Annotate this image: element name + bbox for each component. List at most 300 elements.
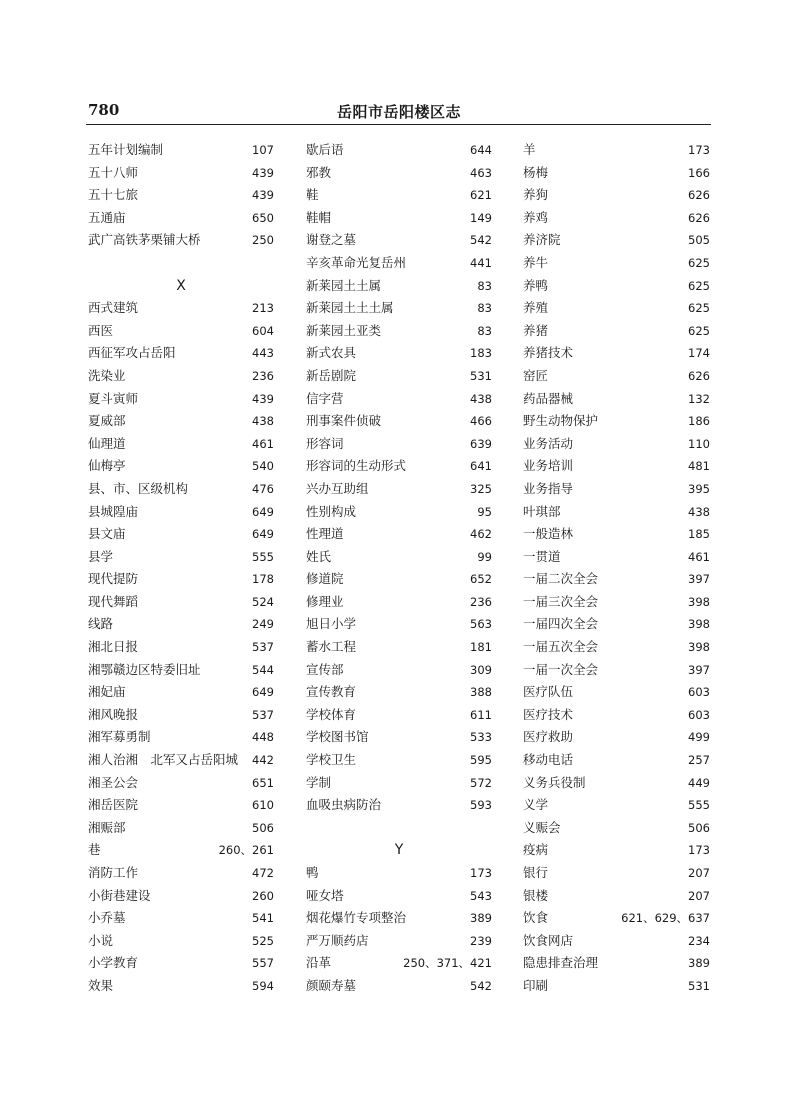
entry-page-number: 594	[252, 978, 274, 993]
entry-term: 刑事案件侦破	[306, 413, 382, 429]
entry-term: 业务培训	[523, 458, 574, 474]
index-entry	[523, 391, 710, 414]
index-entry	[523, 707, 710, 730]
entry-page-number: 325	[470, 481, 492, 496]
entry-page-number: 309	[470, 662, 492, 677]
index-entry	[306, 210, 492, 233]
index-entry	[306, 232, 492, 255]
entry-page-number: 595	[470, 753, 492, 768]
entry-term: 湘圣公会	[88, 774, 139, 790]
entry-page-number: 397	[688, 572, 710, 587]
index-entry	[523, 571, 710, 594]
page-header	[88, 101, 710, 123]
index-entry	[523, 729, 710, 752]
letter-heading: X	[176, 277, 186, 294]
entry-page-number: 439	[252, 391, 274, 406]
index-entry	[88, 955, 274, 978]
index-entry	[306, 933, 492, 956]
entry-term: 兴办互助组	[306, 480, 369, 496]
entry-term: 武广高铁茅栗铺大桥	[88, 232, 201, 248]
entry-term: 旭日小学	[306, 616, 357, 632]
index-entry	[306, 616, 492, 639]
index-entry	[306, 504, 492, 527]
index-entry	[88, 639, 274, 662]
entry-term: 仙理道	[88, 435, 126, 451]
index-entry	[306, 368, 492, 391]
entry-term: 养济院	[523, 232, 561, 248]
index-entry	[306, 571, 492, 594]
entry-page-number: 249	[252, 617, 274, 632]
index-entry	[88, 300, 274, 323]
index-entry	[88, 797, 274, 820]
blank-row	[88, 255, 274, 278]
index-entry	[306, 413, 492, 436]
entry-term: 新莱园土土属	[306, 277, 382, 293]
entry-term: 沿革	[306, 955, 332, 971]
entry-term: 一贯道	[523, 548, 561, 564]
entry-term: 夏威部	[88, 413, 126, 429]
index-column-2	[306, 142, 492, 1001]
entry-page-number: 542	[470, 233, 492, 248]
entry-term: 疫病	[523, 842, 549, 858]
entry-page-number: 149	[470, 210, 492, 225]
entry-page-number: 110	[688, 436, 710, 451]
index-entry	[306, 865, 492, 888]
index-entry	[306, 684, 492, 707]
index-entry	[88, 549, 274, 572]
entry-term: 修道院	[306, 571, 344, 587]
entry-term: 养牛	[523, 254, 549, 270]
index-entry	[306, 142, 492, 165]
entry-term: 一届五次全会	[523, 639, 599, 655]
entry-page-number: 250	[252, 233, 274, 248]
entry-page-number: 463	[470, 165, 492, 180]
entry-term: 业务指导	[523, 480, 574, 496]
entry-page-number: 461	[688, 549, 710, 564]
entry-page-number: 183	[470, 346, 492, 361]
index-entry	[306, 752, 492, 775]
entry-page-number: 531	[688, 978, 710, 993]
index-entry	[523, 187, 710, 210]
index-entry	[523, 526, 710, 549]
header-rule	[86, 124, 711, 125]
entry-term: 辛亥革命光复岳州	[306, 254, 407, 270]
index-entry	[88, 323, 274, 346]
entry-page-number: 625	[688, 255, 710, 270]
entry-term: 严万顺药店	[306, 932, 369, 948]
index-entry	[88, 142, 274, 165]
entry-page-number: 603	[688, 707, 710, 722]
entry-page-number: 395	[688, 481, 710, 496]
entry-page-number: 499	[688, 730, 710, 745]
index-entry	[523, 210, 710, 233]
index-entry	[306, 278, 492, 301]
entry-term: 信字营	[306, 390, 344, 406]
index-entry	[88, 571, 274, 594]
index-entry	[523, 549, 710, 572]
entry-term: 学校卫生	[306, 752, 357, 768]
entry-term: 小街巷建设	[88, 887, 151, 903]
entry-term: 县城隍庙	[88, 503, 139, 519]
letter-heading: Y	[394, 842, 404, 859]
entry-term: 血吸虫病防治	[306, 797, 382, 813]
entry-page-number: 388	[470, 685, 492, 700]
entry-page-number: 439	[252, 165, 274, 180]
entry-term: 湘军募勇制	[88, 729, 151, 745]
index-entry	[523, 978, 710, 1001]
entry-term: 消防工作	[88, 865, 139, 880]
entry-term: 性理道	[306, 526, 344, 542]
entry-term: 性别构成	[306, 503, 357, 519]
entry-page-number: 506	[252, 820, 274, 835]
entry-page-number: 166	[688, 165, 710, 180]
index-entry	[88, 616, 274, 639]
entry-term: 移动电话	[523, 752, 574, 768]
blank-row	[306, 820, 492, 843]
entry-term: 湘人治湘 北军又占岳阳城	[88, 752, 239, 768]
entry-term: 颜颐寿墓	[306, 977, 357, 993]
entry-page-number: 572	[470, 775, 492, 790]
entry-page-number: 441	[470, 255, 492, 270]
entry-page-number: 186	[688, 414, 710, 429]
index-entry	[88, 933, 274, 956]
entry-term: 药品器械	[523, 390, 574, 406]
entry-page-number: 651	[252, 775, 274, 790]
entry-page-number: 625	[688, 323, 710, 338]
index-entry	[523, 458, 710, 481]
index-entry	[523, 662, 710, 685]
index-entry	[88, 910, 274, 933]
index-entry	[88, 684, 274, 707]
entry-term: 印刷	[523, 977, 549, 993]
entry-term: 仙梅亭	[88, 458, 126, 474]
index-entry	[523, 865, 710, 888]
entry-page-number: 621、629、637	[621, 911, 710, 926]
index-entry	[306, 549, 492, 572]
entry-page-number: 557	[252, 956, 274, 971]
index-entry	[88, 594, 274, 617]
entry-term: 夏斗寅师	[88, 390, 139, 406]
entry-term: 哑女塔	[306, 887, 344, 903]
index-entry	[88, 481, 274, 504]
index-entry	[523, 797, 710, 820]
index-entry	[306, 391, 492, 414]
entry-term: 湘岳医院	[88, 797, 139, 813]
entry-page-number: 173	[688, 143, 710, 157]
entry-term: 一届三次全会	[523, 593, 599, 609]
index-entry	[523, 345, 710, 368]
index-entry	[306, 888, 492, 911]
entry-page-number: 542	[470, 978, 492, 993]
entry-page-number: 442	[252, 753, 274, 768]
index-entry	[88, 232, 274, 255]
entry-term: 姓氏	[306, 548, 332, 564]
entry-page-number: 541	[252, 911, 274, 926]
entry-term: 学校图书馆	[306, 729, 369, 745]
entry-term: 隐患排查治理	[523, 955, 599, 971]
entry-page-number: 533	[470, 730, 492, 745]
entry-term: 县、市、区级机构	[88, 480, 189, 496]
entry-term: 湘风晚报	[88, 706, 139, 722]
entry-term: 洗染业	[88, 367, 126, 383]
entry-term: 义学	[523, 797, 549, 813]
index-entry	[523, 413, 710, 436]
entry-page-number: 626	[688, 368, 710, 383]
entry-term: 学校体育	[306, 706, 357, 722]
entry-page-number: 472	[252, 866, 274, 880]
index-entry	[523, 255, 710, 278]
index-entry	[88, 436, 274, 459]
entry-page-number: 236	[252, 368, 274, 383]
entry-page-number: 439	[252, 188, 274, 203]
index-entry	[306, 707, 492, 730]
index-entry	[88, 978, 274, 1001]
entry-page-number: 603	[688, 685, 710, 700]
index-entry	[523, 232, 710, 255]
index-entry	[306, 187, 492, 210]
index-entry	[306, 639, 492, 662]
index-entry	[88, 187, 274, 210]
entry-page-number: 649	[252, 527, 274, 542]
entry-term: 小说	[88, 932, 114, 948]
index-entry	[88, 368, 274, 391]
running-title: 岳阳市岳阳楼区志	[336, 103, 461, 121]
index-entry	[523, 820, 710, 843]
index-entry	[88, 210, 274, 233]
index-entry	[88, 888, 274, 911]
entry-term: 形容词	[306, 435, 344, 451]
index-entry	[523, 955, 710, 978]
index-entry	[523, 775, 710, 798]
entry-term: 杨梅	[523, 164, 549, 180]
entry-page-number: 173	[688, 843, 710, 858]
entry-term: 五十七旅	[88, 187, 139, 203]
entry-page-number: 544	[252, 662, 274, 677]
index-entry	[88, 729, 274, 752]
entry-term: 养鸡	[523, 209, 549, 225]
index-entry	[523, 639, 710, 662]
entry-page-number: 132	[688, 391, 710, 406]
entry-page-number: 604	[252, 323, 274, 338]
entry-page-number: 438	[252, 414, 274, 429]
index-entry	[523, 888, 710, 911]
index-entry	[88, 458, 274, 481]
entry-page-number: 448	[252, 730, 274, 745]
entry-term: 形容词的生动形式	[306, 458, 407, 474]
entry-page-number: 250、371、421	[403, 956, 492, 971]
entry-page-number: 173	[470, 866, 492, 880]
entry-page-number: 213	[252, 301, 274, 316]
entry-page-number: 652	[470, 572, 492, 587]
entry-page-number: 543	[470, 888, 492, 903]
index-entry	[306, 345, 492, 368]
index-entry	[306, 481, 492, 504]
index-entry	[88, 752, 274, 775]
entry-page-number: 626	[688, 210, 710, 225]
index-entry	[523, 842, 710, 865]
entry-term: 义务兵役制	[523, 774, 586, 790]
entry-term: 银行	[523, 865, 549, 880]
entry-term: 湘北日报	[88, 639, 139, 655]
entry-term: 医疗救助	[523, 729, 574, 745]
entry-page-number: 537	[252, 640, 274, 655]
entry-page-number: 398	[688, 640, 710, 655]
entry-page-number: 555	[688, 798, 710, 813]
entry-term: 鸭	[306, 865, 319, 880]
entry-term: 一届四次全会	[523, 616, 599, 632]
index-entry	[306, 526, 492, 549]
entry-page-number: 505	[688, 233, 710, 248]
entry-page-number: 260、261	[218, 843, 274, 858]
entry-term: 一届一次全会	[523, 661, 599, 677]
entry-page-number: 563	[470, 617, 492, 632]
entry-page-number: 621	[470, 188, 492, 203]
entry-page-number: 449	[688, 775, 710, 790]
entry-term: 叶琪部	[523, 503, 561, 519]
entry-term: 鞋	[306, 187, 319, 203]
entry-term: 学制	[306, 774, 332, 790]
entry-page-number: 461	[252, 436, 274, 451]
entry-page-number: 389	[470, 911, 492, 926]
letter-section-row	[88, 278, 274, 301]
index-entry	[88, 391, 274, 414]
entry-term: 饮食	[523, 910, 549, 926]
entry-page-number: 625	[688, 301, 710, 316]
entry-page-number: 397	[688, 662, 710, 677]
index-entry	[306, 323, 492, 346]
entry-page-number: 239	[470, 933, 492, 948]
entry-page-number: 181	[470, 640, 492, 655]
entry-term: 一届二次全会	[523, 571, 599, 587]
index-entry	[306, 165, 492, 188]
entry-term: 蓄水工程	[306, 639, 357, 655]
entry-page-number: 83	[477, 278, 492, 293]
entry-page-number: 443	[252, 346, 274, 361]
entry-page-number: 207	[688, 888, 710, 903]
entry-term: 效果	[88, 977, 114, 993]
entry-term: 医疗技术	[523, 706, 574, 722]
index-entry	[306, 300, 492, 323]
entry-page-number: 207	[688, 866, 710, 880]
entry-page-number: 626	[688, 188, 710, 203]
entry-page-number: 398	[688, 617, 710, 632]
entry-page-number: 107	[252, 143, 274, 157]
index-entry	[306, 458, 492, 481]
entry-term: 鞋帽	[306, 209, 332, 225]
entry-term: 饮食网店	[523, 932, 574, 948]
entry-term: 银楼	[523, 887, 549, 903]
entry-page-number: 593	[470, 798, 492, 813]
entry-term: 县学	[88, 548, 114, 564]
entry-term: 现代提防	[88, 571, 139, 587]
entry-term: 湘鄂赣边区特委旧址	[88, 661, 201, 677]
entry-term: 羊	[523, 142, 536, 157]
entry-term: 修理业	[306, 593, 344, 609]
index-entry	[523, 481, 710, 504]
entry-term: 宣传部	[306, 661, 344, 677]
index-entry	[523, 436, 710, 459]
index-entry	[306, 775, 492, 798]
entry-page-number: 525	[252, 933, 274, 948]
index-entry	[523, 594, 710, 617]
entry-term: 五年计划编制	[88, 142, 164, 157]
entry-page-number: 174	[688, 346, 710, 361]
entry-term: 小乔墓	[88, 910, 126, 926]
entry-page-number: 611	[470, 707, 492, 722]
entry-term: 业务活动	[523, 435, 574, 451]
entry-page-number: 476	[252, 481, 274, 496]
entry-page-number: 540	[252, 459, 274, 474]
entry-term: 谢登之墓	[306, 232, 357, 248]
index-entry	[523, 278, 710, 301]
entry-page-number: 610	[252, 798, 274, 813]
index-entry	[306, 910, 492, 933]
entry-page-number: 185	[688, 527, 710, 542]
index-entry	[523, 616, 710, 639]
index-entry	[88, 165, 274, 188]
entry-term: 五十八师	[88, 164, 139, 180]
entry-page-number: 438	[688, 504, 710, 519]
index-entry	[523, 684, 710, 707]
entry-page-number: 83	[477, 323, 492, 338]
index-entry	[88, 504, 274, 527]
index-entry	[306, 436, 492, 459]
index-entry	[306, 594, 492, 617]
entry-page-number: 398	[688, 594, 710, 609]
index-entry	[523, 300, 710, 323]
entry-page-number: 524	[252, 594, 274, 609]
letter-section-row	[306, 842, 492, 865]
index-entry	[306, 255, 492, 278]
entry-page-number: 555	[252, 549, 274, 564]
index-entry	[523, 933, 710, 956]
entry-term: 养鸭	[523, 277, 549, 293]
entry-page-number: 99	[477, 549, 492, 564]
entry-term: 巷	[88, 842, 101, 858]
index-entry	[523, 752, 710, 775]
entry-page-number: 260	[252, 888, 274, 903]
entry-term: 线路	[88, 616, 114, 632]
index-entry	[88, 345, 274, 368]
entry-term: 新岳剧院	[306, 367, 357, 383]
entry-term: 西征军攻占岳阳	[88, 345, 176, 361]
entry-term: 义赈会	[523, 819, 561, 835]
entry-term: 养狗	[523, 187, 549, 203]
index-entry	[523, 323, 710, 346]
entry-term: 新莱园土土土属	[306, 300, 394, 316]
entry-page-number: 178	[252, 572, 274, 587]
entry-term: 西医	[88, 322, 114, 338]
index-entry	[306, 729, 492, 752]
entry-page-number: 639	[470, 436, 492, 451]
entry-term: 现代舞蹈	[88, 593, 139, 609]
index-entry	[88, 865, 274, 888]
entry-term: 湘赈部	[88, 819, 126, 835]
index-column-3	[523, 142, 710, 1001]
entry-page-number: 531	[470, 368, 492, 383]
index-entry	[523, 504, 710, 527]
entry-page-number: 649	[252, 504, 274, 519]
index-entry	[306, 797, 492, 820]
index-entry	[88, 775, 274, 798]
page-number: 780	[88, 101, 120, 119]
entry-term: 歇后语	[306, 142, 344, 157]
entry-term: 五通庙	[88, 209, 126, 225]
entry-term: 西式建筑	[88, 300, 139, 316]
entry-page-number: 625	[688, 278, 710, 293]
entry-term: 宣传教育	[306, 684, 357, 700]
entry-page-number: 644	[470, 143, 492, 157]
